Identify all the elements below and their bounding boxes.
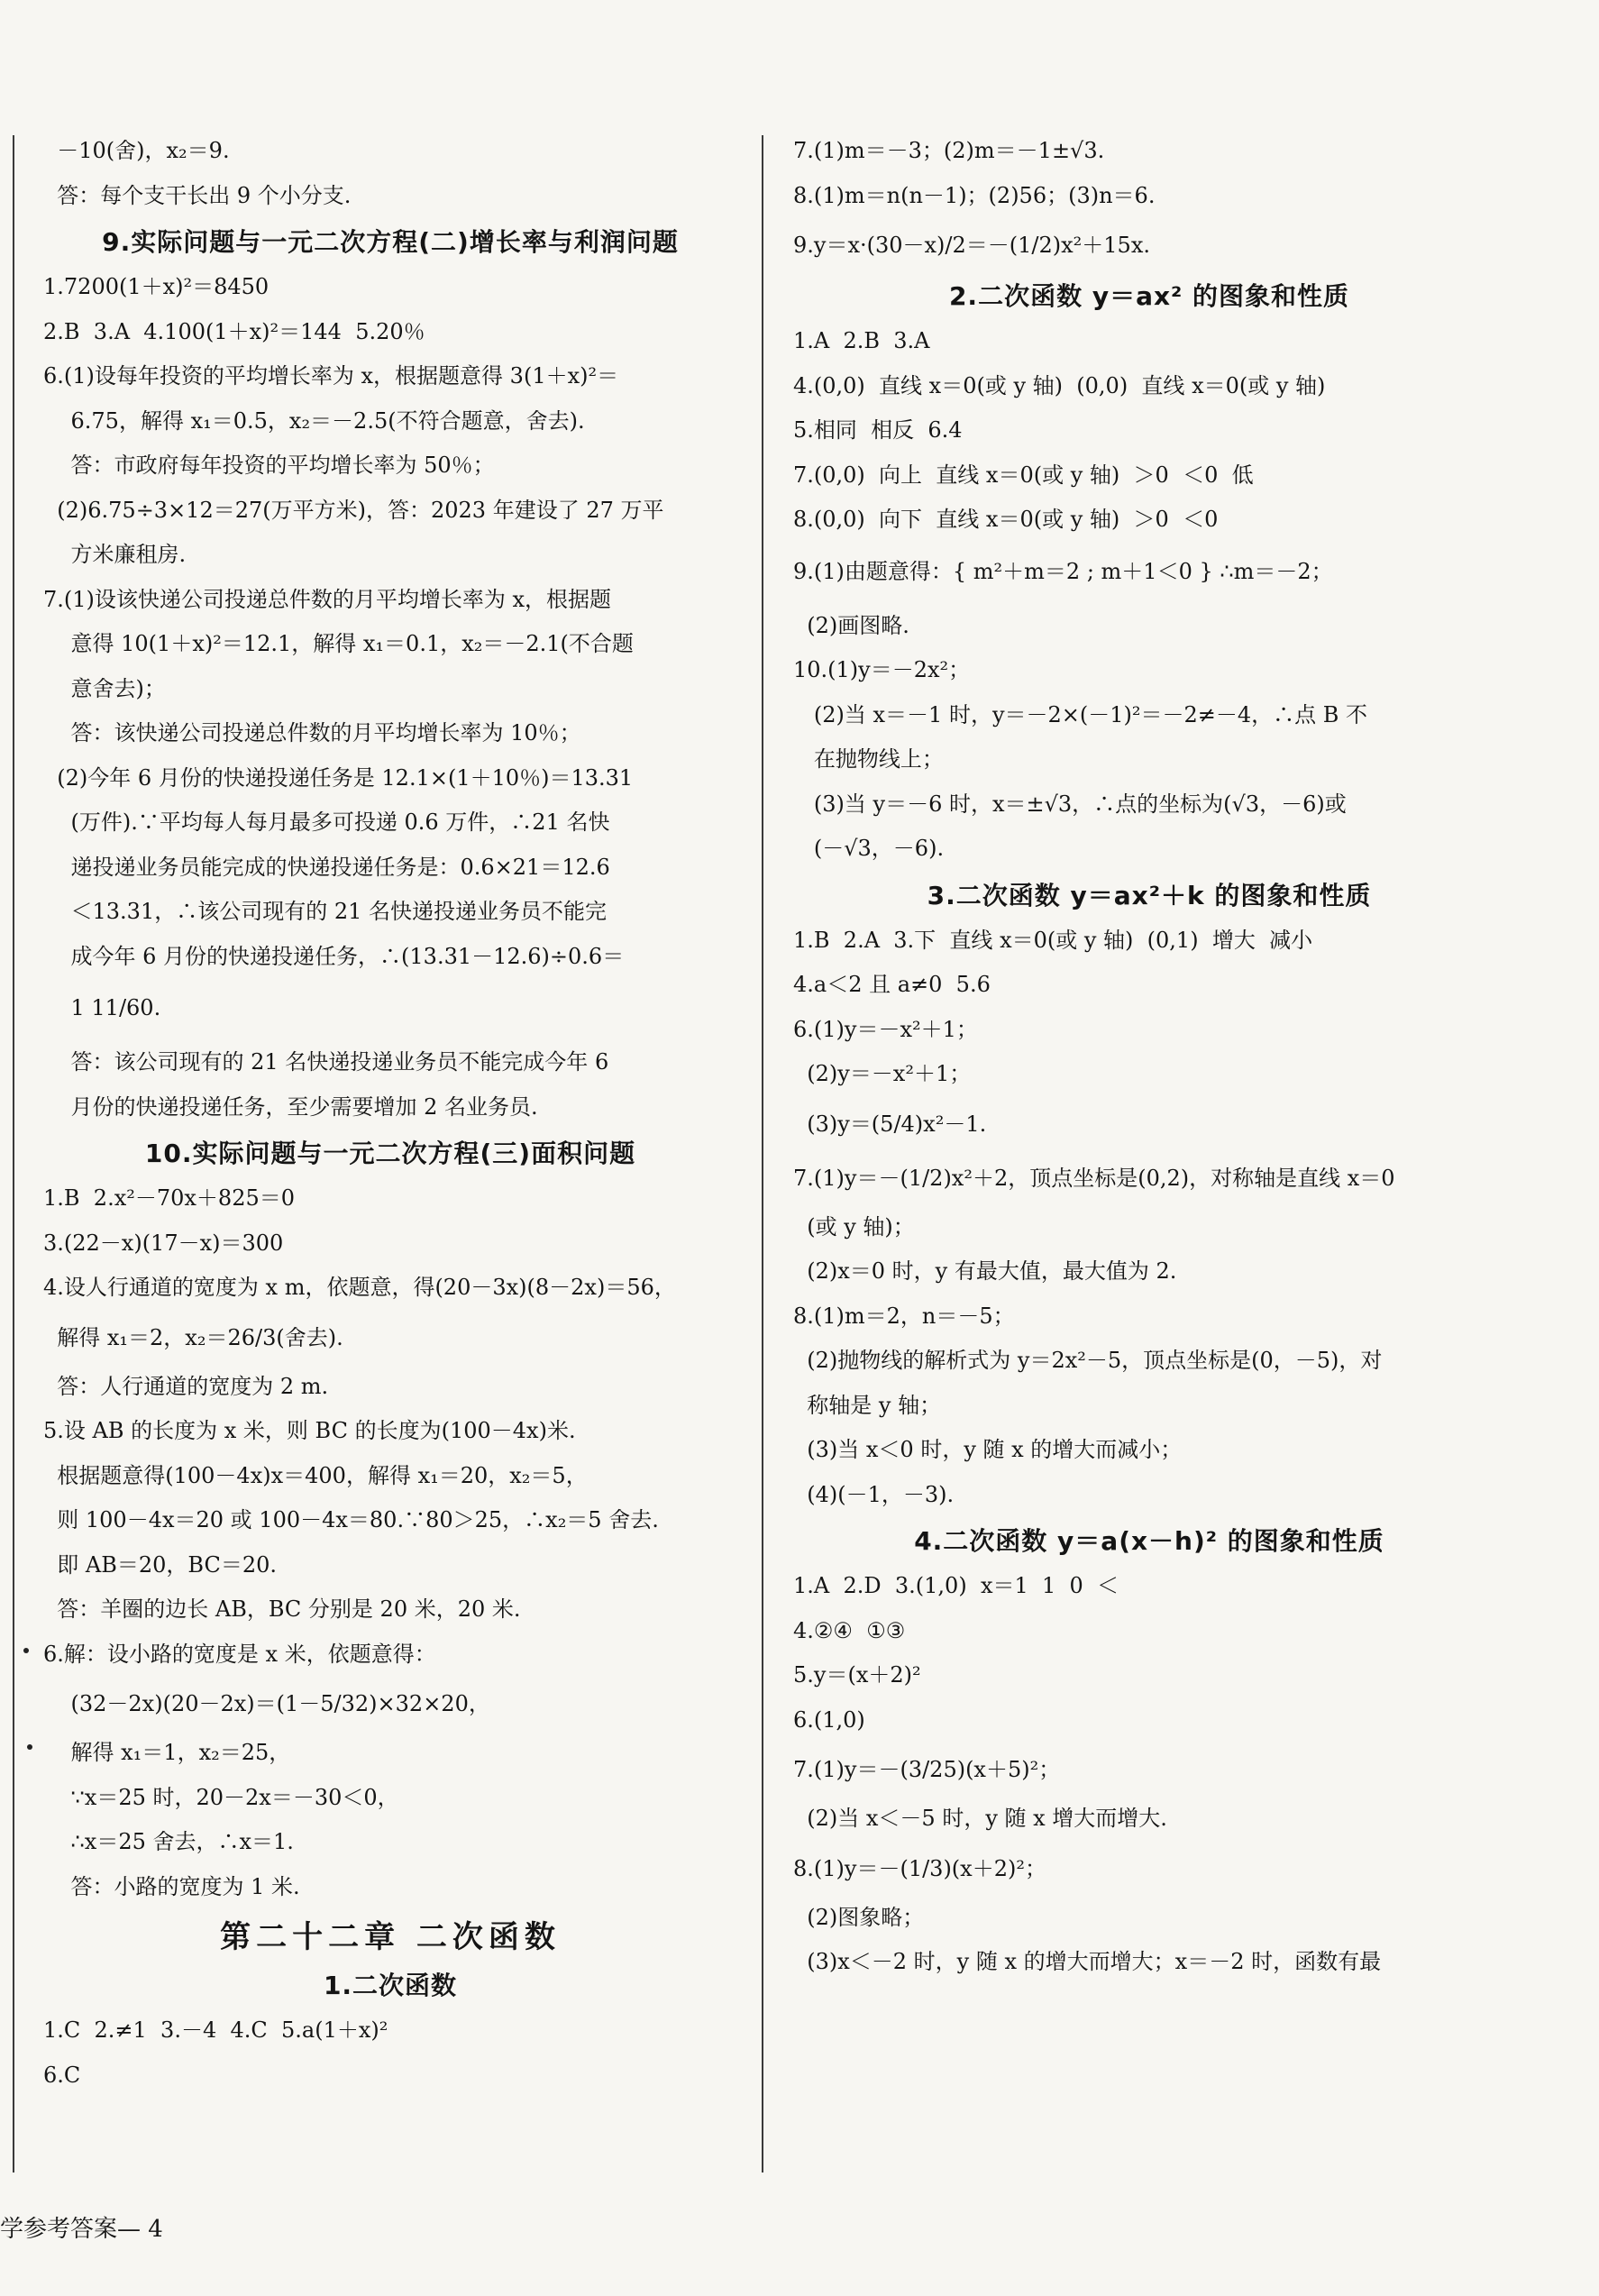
left-margin-rule	[13, 135, 14, 2173]
answer-line: 意得 10(1＋x)²＝12.1，解得 x₁＝0.1，x₂＝－2.1(不合题	[43, 631, 634, 656]
answer-line: 4.(0,0) 直线 x＝0(或 y 轴) (0,0) 直线 x＝0(或 y 轴)	[793, 372, 1326, 398]
answer-line: 10.(1)y＝－2x²；	[793, 657, 971, 682]
answer-line: 8.(1)m＝2，n＝－5；	[793, 1303, 1015, 1329]
answer-line: (4)(－1，－3).	[793, 1481, 955, 1507]
answer-line: 6.解：设小路的宽度是 x 米，依题意得：	[43, 1641, 436, 1667]
answer-line: 答：每个支干长出 9 个小分支.	[43, 182, 352, 208]
section-heading: 4.二次函数 y＝a(x－h)² 的图象和性质	[914, 1526, 1384, 1556]
answer-line: 答：羊圈的边长 AB，BC 分别是 20 米，20 米.	[43, 1596, 521, 1622]
answer-line: 1.B 2.x²－70x＋825＝0	[43, 1185, 295, 1211]
answer-line: 1.A 2.B 3.A	[793, 328, 930, 353]
section-heading: 3.二次函数 y＝ax²＋k 的图象和性质	[927, 880, 1372, 910]
answer-line: 解得 x₁＝2，x₂＝26/3(舍去).	[43, 1324, 343, 1350]
answer-line: (3)x＜－2 时，y 随 x 的增大而增大；x＝－2 时，函数有最	[793, 1949, 1382, 1974]
answer-line: ∴x＝25 舍去，∴x＝1.	[43, 1829, 294, 1854]
answer-line: 6.(1,0)	[793, 1706, 865, 1733]
answer-line: ＜13.31，∴该公司现有的 21 名快递投递业务员不能完	[43, 899, 608, 924]
answer-line: 递投递业务员能完成的快递投递任务是：0.6×21＝12.6	[43, 854, 610, 880]
answer-line: 7.(1)设该快递公司投递总件数的月平均增长率为 x，根据题	[43, 586, 612, 612]
answer-line: 6.(1)设每年投资的平均增长率为 x，根据题意得 3(1＋x)²＝	[43, 363, 619, 389]
section-heading: 9.实际问题与一元二次方程(二)增长率与利润问题	[102, 227, 679, 257]
section-heading: 1.二次函数	[323, 1971, 458, 2000]
answer-line: (32－2x)(20－2x)＝(1－5/32)×32×20，	[43, 1691, 490, 1716]
answer-line: 7.(1)y＝－(3/25)(x＋5)²；	[793, 1757, 1061, 1782]
answer-line: 5.设 AB 的长度为 x 米，则 BC 的长度为(100－4x)米.	[43, 1418, 576, 1443]
answer-line: (2)x＝0 时，y 有最大值，最大值为 2.	[793, 1258, 1177, 1284]
answer-line: 1.A 2.D 3.(1,0) x＝1 1 0 ＜	[793, 1573, 1119, 1598]
answer-line: 答：该公司现有的 21 名快递投递业务员不能完成今年 6	[43, 1049, 609, 1075]
answer-line: 7.(0,0) 向上 直线 x＝0(或 y 轴) ＞0 ＜0 低	[793, 462, 1254, 488]
answer-line: (－√3，－6).	[793, 836, 945, 861]
answer-line: ∵x＝25 时，20－2x＝－30＜0，	[43, 1784, 399, 1810]
right-column	[793, 135, 1505, 1991]
answer-line: 则 100－4x＝20 或 100－4x＝80.∵80＞25，∴x₂＝5 舍去.	[43, 1507, 659, 1532]
page-footer: 学参考答案— 4	[0, 2216, 163, 2243]
answer-line: 在抛物线上；	[793, 746, 944, 772]
answer-line: 8.(0,0) 向下 直线 x＝0(或 y 轴) ＞0 ＜0	[793, 507, 1219, 532]
answer-line: 方米廉租房.	[43, 542, 187, 567]
answer-line: －10(舍)，x₂＝9.	[43, 138, 230, 163]
answer-line: 7.(1)m＝－3；(2)m＝－1±√3.	[793, 138, 1105, 163]
chapter-title: 第二十二章 二次函数	[220, 1919, 561, 1955]
answer-line: 5.y＝(x＋2)²	[793, 1662, 921, 1688]
answer-line: (2)画图略.	[793, 612, 909, 638]
answer-line: 答：小路的宽度为 1 米.	[43, 1873, 300, 1899]
answer-line: (3)当 x＜0 时，y 随 x 的增大而减小；	[793, 1437, 1183, 1462]
answer-line: (2)当 x＜－5 时，y 随 x 增大而增大.	[793, 1806, 1167, 1831]
answer-line: 6.(1)y＝－x²＋1；	[793, 1016, 978, 1042]
answer-line: 8.(1)y＝－(1/3)(x＋2)²；	[793, 1855, 1046, 1881]
answer-line: 5.相同 相反 6.4	[793, 417, 963, 443]
answer-line: 6.75，解得 x₁＝0.5，x₂＝－2.5(不符合题意，舍去).	[43, 407, 585, 434]
answer-line: (3)当 y＝－6 时，x＝±√3，∴点的坐标为(√3，－6)或	[793, 791, 1347, 817]
column-divider	[762, 135, 763, 2173]
answer-line: 4.设人行通道的宽度为 x m，依题意，得(20－3x)(8－2x)＝56，	[43, 1275, 676, 1300]
answer-line: (万件).∵平均每人每月最多可投递 0.6 万件，∴21 名快	[43, 810, 610, 835]
answer-line: 月份的快递投递任务，至少需要增加 2 名业务员.	[43, 1093, 538, 1120]
answer-line: 4.a＜2 且 a≠0 5.6	[793, 972, 991, 997]
answer-line: (2)今年 6 月份的快递投递任务是 12.1×(1＋10％)＝13.31	[43, 764, 634, 791]
answer-line: 根据题意得(100－4x)x＝400，解得 x₁＝20，x₂＝5，	[43, 1462, 588, 1488]
answer-line: 9.y＝x·(30－x)/2＝－(1/2)x²＋15x.	[793, 233, 1150, 258]
answer-line: 答：人行通道的宽度为 2 m.	[43, 1373, 329, 1399]
left-column	[43, 135, 737, 2104]
answer-line: 4.②④ ①③	[793, 1617, 906, 1643]
answer-line: (2)图象略；	[793, 1904, 925, 1930]
answer-line: 即 AB＝20，BC＝20.	[43, 1551, 278, 1578]
answer-line: 1.7200(1＋x)²＝8450	[43, 274, 270, 299]
answer-line: (2)当 x＝－1 时，y＝－2×(－1)²＝－2≠－4，∴点 B 不	[793, 701, 1368, 727]
answer-line: 7.(1)y＝－(1/2)x²＋2，顶点坐标是(0,2)，对称轴是直线 x＝0	[793, 1165, 1395, 1191]
answer-line: (或 y 轴)；	[793, 1213, 915, 1239]
answer-line: 答：该快递公司投递总件数的月平均增长率为 10％；	[43, 720, 581, 746]
answer-line: 8.(1)m＝n(n－1)；(2)56；(3)n＝6.	[793, 182, 1156, 208]
answer-line: 2.B 3.A 4.100(1＋x)²＝144 5.20％	[43, 318, 425, 344]
answer-line: 6.C	[43, 2062, 81, 2088]
section-heading: 10.实际问题与一元二次方程(三)面积问题	[144, 1139, 636, 1168]
answer-line: 9.(1)由题意得：{ m²＋m＝2 ; m＋1＜0 } ∴m＝－2；	[793, 558, 1333, 584]
answer-line: 意舍去)；	[43, 675, 166, 701]
margin-dot	[23, 1648, 29, 1653]
answer-line: (2)y＝－x²＋1；	[793, 1061, 972, 1086]
answer-line: 称轴是 y 轴；	[793, 1392, 942, 1418]
margin-dot	[27, 1744, 32, 1750]
section-heading: 2.二次函数 y＝ax² 的图象和性质	[948, 281, 1350, 311]
answer-line: 答：市政府每年投资的平均增长率为 50％；	[43, 453, 495, 478]
answer-line: 3.(22－x)(17－x)＝300	[43, 1230, 284, 1256]
answer-line: 1.C 2.≠1 3.－4 4.C 5.a(1＋x)²	[43, 2017, 388, 2043]
answer-line: 解得 x₁＝1，x₂＝25，	[43, 1740, 291, 1765]
answer-line: (2)6.75÷3×12＝27(万平方米)，答：2023 年建设了 27 万平	[43, 497, 664, 523]
answer-line: (3)y＝(5/4)x²－1.	[793, 1111, 987, 1137]
answer-line: 1.B 2.A 3.下 直线 x＝0(或 y 轴) (0,1) 增大 减小	[793, 927, 1313, 953]
answer-line: 成今年 6 月份的快递投递任务，∴(13.31－12.6)÷0.6＝	[43, 943, 625, 969]
answer-line: (2)抛物线的解析式为 y＝2x²－5，顶点坐标是(0，－5)，对	[793, 1348, 1383, 1373]
answer-line: 1 11/60.	[43, 995, 161, 1020]
